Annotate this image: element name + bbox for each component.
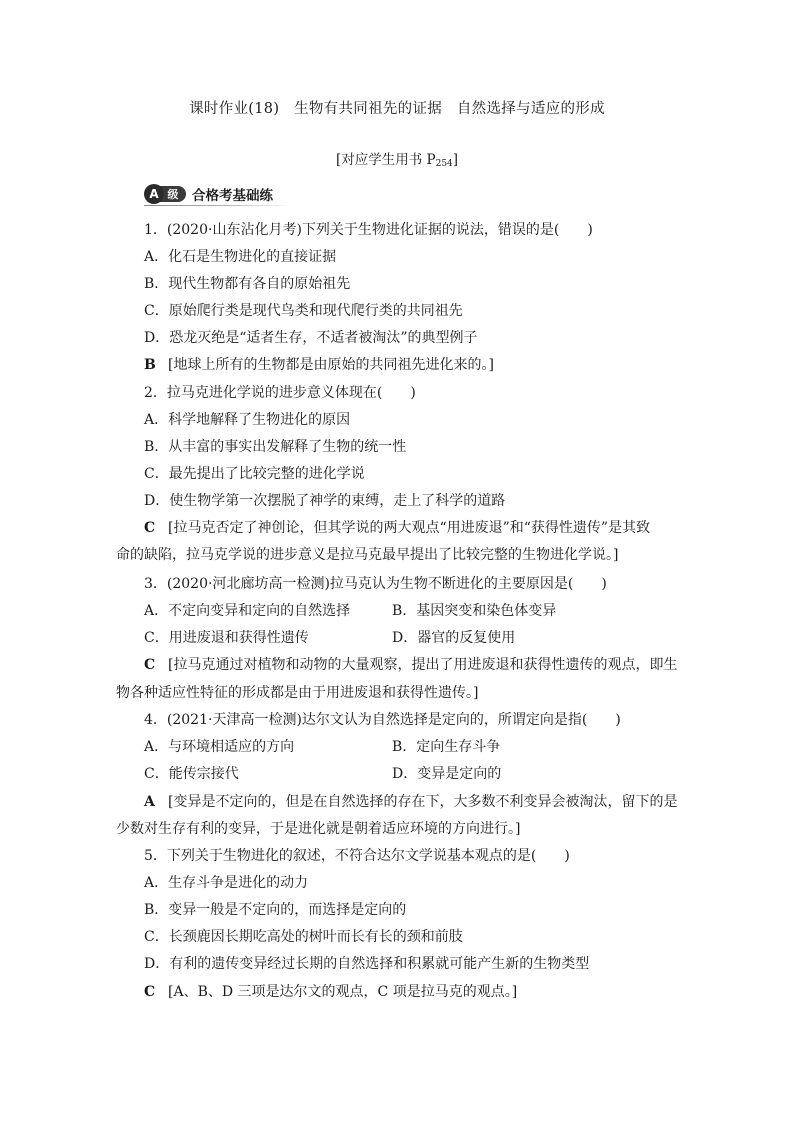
level-name: 合格考基础练 xyxy=(192,188,273,204)
question-2-answer: C [拉马克否定了神创论，但其学说的两大观点“用进废退”和“获得性遗传”是其致 xyxy=(144,520,651,536)
level-underline xyxy=(144,205,294,206)
question-2-option-a: A．科学地解释了生物进化的原因 xyxy=(144,412,351,428)
level-badge-icon: 级 A xyxy=(144,184,186,204)
question-4-explanation-cont: 少数对生存有利的变异，于是进化就是朝着适应环境的方向进行。] xyxy=(116,821,521,837)
question-4-option-c: C．能传宗接代 xyxy=(144,766,239,782)
question-4-stem: 4．(2021·天津高一检测)达尔文认为自然选择是定向的，所谓定向是指( ) xyxy=(144,712,621,728)
question-5-stem: 5．下列关于生物进化的叙述，不符合达尔文学说基本观点的是( ) xyxy=(144,848,570,864)
question-3-answer: C [拉马克通过对植物和动物的大量观察，提出了用进废退和获得性遗传的观点，即生 xyxy=(144,657,678,673)
question-5-option-b: B．变异一般是不定向的，而选择是定向的 xyxy=(144,902,407,918)
question-1-stem: 1．(2020·山东沾化月考)下列关于生物进化证据的说法，错误的是( ) xyxy=(144,222,593,238)
question-2-option-c: C．最先提出了比较完整的进化学说 xyxy=(144,466,365,482)
question-1-option-c: C．原始爬行类是现代鸟类和现代爬行类的共同祖先 xyxy=(144,303,463,319)
question-3-stem: 3．(2020·河北廊坊高一检测)拉马克认为生物不断进化的主要原因是( ) xyxy=(144,576,607,592)
question-5-option-c: C．长颈鹿因长期吃高处的树叶而长有长的颈和前肢 xyxy=(144,929,463,945)
question-3-option-d: D．器官的反复使用 xyxy=(392,630,516,646)
student-book-reference: [对应学生用书 $P_{254}$] xyxy=(335,152,459,169)
question-5-option-d: D．有利的遗传变异经过长期的自然选择和积累就可能产生新的生物类型 xyxy=(144,956,590,972)
question-5-answer: C [A、B、D 三项是达尔文的观点，C 项是拉马克的观点。] xyxy=(144,984,518,1000)
question-2-explanation-cont: 命的缺陷，拉马克学说的进步意义是拉马克最早提出了比较完整的生物进化学说。] xyxy=(116,547,619,563)
question-5-option-a: A．生存斗争是进化的动力 xyxy=(144,875,309,891)
question-3-explanation-cont: 物各种适应性特征的形成都是由于用进废退和获得性遗传。] xyxy=(116,685,479,701)
question-4-answer: A [变异是不定向的，但是在自然选择的存在下，大多数不利变异会被淘汰，留下的是 xyxy=(144,794,678,810)
question-4-option-d: D．变异是定向的 xyxy=(392,766,502,782)
question-2-option-b: B．从丰富的事实出发解释了生物的统一性 xyxy=(144,439,407,455)
question-1-option-a: A．化石是生物进化的直接证据 xyxy=(144,249,337,265)
question-4-option-a: A．与环境相适应的方向 xyxy=(144,739,295,755)
question-1-option-d: D．恐龙灭绝是“适者生存，不适者被淘汰”的典型例子 xyxy=(144,330,478,346)
question-1-answer: B [地球上所有的生物都是由原始的共同祖先进化来的。] xyxy=(144,357,494,373)
page-title: 课时作业(18) 生物有共同祖先的证据 自然选择与适应的形成 xyxy=(189,101,605,117)
question-3-option-b: B．基因突变和染色体变异 xyxy=(392,603,557,619)
question-2-option-d: D．使生物学第一次摆脱了神学的束缚，走上了科学的道路 xyxy=(144,493,506,509)
level-heading xyxy=(144,183,273,205)
question-1-option-b: B．现代生物都有各自的原始祖先 xyxy=(144,276,351,292)
question-3-option-c: C．用进废退和获得性遗传 xyxy=(144,630,309,646)
question-2-stem: 2．拉马克进化学说的进步意义体现在( ) xyxy=(144,385,416,401)
question-3-option-a: A．不定向变异和定向的自然选择 xyxy=(144,603,351,619)
question-4-option-b: B．定向生存斗争 xyxy=(392,739,501,755)
